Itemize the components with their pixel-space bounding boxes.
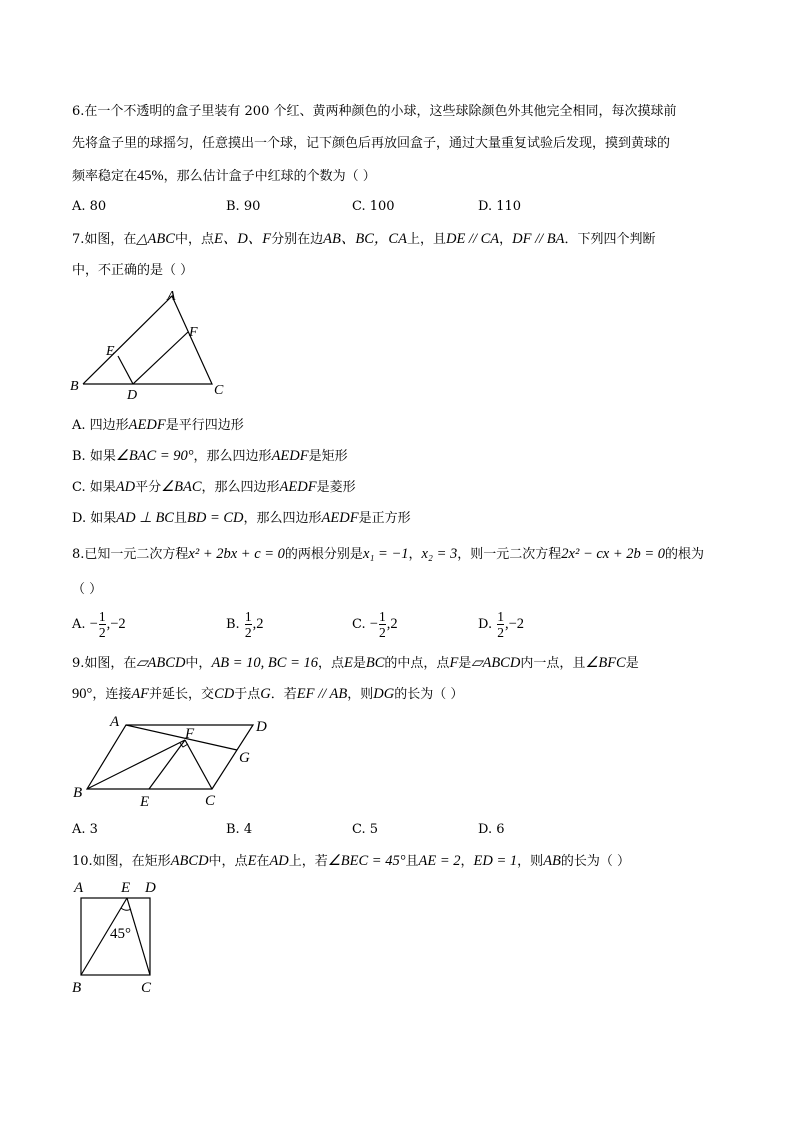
- q9-line-2: 90°，连接AF并延长，交CD于点G．若EF // AB，则DG的长为（ ）: [72, 686, 464, 702]
- q6-percent: 45%: [137, 168, 164, 184]
- q10-label-e: E: [121, 880, 131, 896]
- q9-parallelogram-figure: [70, 710, 290, 810]
- q9-option-b: B. 4: [226, 822, 253, 837]
- q9-segment-ef: [149, 740, 185, 789]
- q9-option-c: C. 5: [352, 822, 379, 837]
- q7-triangle-figure: [70, 286, 230, 402]
- q10-label-a: A: [74, 880, 84, 896]
- q8-option-c: C. − $\frac{1}{2}$ ,2: [352, 609, 398, 640]
- q6-option-c: C. 100: [352, 199, 395, 214]
- q7-option-c: C. 如果AD平分∠BAC，那么四边形AEDF是菱形: [72, 479, 356, 495]
- q6-text: ，那么估计盒子中红球的个数为（ ）: [163, 169, 376, 184]
- q9-label-e: E: [140, 794, 150, 810]
- q8-option-d: D. $\frac{1}{2}$ ,−2: [478, 609, 525, 640]
- q9-label-f: F: [185, 726, 195, 742]
- q7-label-a: A: [167, 289, 176, 304]
- q6-line-3: [72, 168, 376, 185]
- q10-angle-label: 45°: [110, 926, 131, 942]
- q10-line-1: 10.如图，在矩形ABCD中，点E在AD上，若∠BEC = 45°且AE = 2，ED = 1，则AB的长为（ ）: [72, 853, 631, 869]
- q9-label-c: C: [205, 793, 216, 809]
- q7-label-c: C: [214, 383, 224, 398]
- q9-option-d: D. 6: [478, 822, 505, 837]
- q9-label-b: B: [73, 785, 83, 801]
- q7-label-e: E: [106, 344, 115, 359]
- q9-line-1: 9.如图，在▱ABCD中，AB = 10, BC = 16，点E是BC的中点，点F是▱ABCD内一点，且∠BFC是: [72, 655, 639, 671]
- q9-label-a: A: [110, 714, 120, 730]
- q8-line-2: （ ）: [72, 582, 103, 597]
- q6-option-b: B. 90: [226, 199, 261, 214]
- q7-option-a: A. 四边形AEDF是平行四边形: [72, 417, 244, 433]
- q6-line-1: 6.在一个不透明的盒子里装有 200 个红、黄两种颜色的小球，这些球除颜色外其他完全相同，每次摸球前: [72, 104, 677, 119]
- q8-line-1: 8.已知一元二次方程x² + 2bx + c = 0的两根分别是x₁ = −1，x₂ = 3，则一元二次方程2x² − cx + 2b = 0的根为: [72, 546, 705, 562]
- q10-label-b: B: [72, 980, 82, 996]
- q9-segment-ag: [126, 725, 237, 750]
- q9-label-d: D: [256, 719, 267, 735]
- q7-segment-de: [118, 356, 133, 384]
- q7-label-b: B: [70, 379, 79, 394]
- q8-option-a: A. − $\frac{1}{2}$ ,−2: [72, 609, 126, 640]
- q7-option-d: D. 如果AD ⊥ BC且BD = CD，那么四边形AEDF是正方形: [72, 510, 411, 526]
- q7-line-1: 7.如图，在△ABC中，点E、D、F分别在边AB、BC，CA上，且DE // CA，DF // BA．下列四个判断: [72, 231, 656, 247]
- q7-line-2: 中，不正确的是（ ）: [72, 263, 194, 278]
- q9-label-g: G: [239, 750, 250, 766]
- q7-segment-df: [133, 332, 188, 384]
- q6-line-2: 先将盒子里的球摇匀，任意摸出一个球，记下颜色后再放回盒子，通过大量重复试验后发现，摸到黄球的: [72, 136, 671, 151]
- q7-label-f: F: [189, 325, 198, 340]
- q10-label-c: C: [141, 980, 152, 996]
- q7-option-b: B. 如果∠BAC = 90°，那么四边形AEDF是矩形: [72, 448, 348, 464]
- q6-text: 频率稳定在: [72, 169, 138, 184]
- q6-option-a: A. 80: [72, 199, 107, 214]
- q8-option-b: B. $\frac{1}{2}$ ,2: [226, 609, 264, 640]
- q6-option-d: D. 110: [478, 199, 522, 214]
- q9-segment-fc: [185, 740, 212, 789]
- q9-option-a: A. 3: [72, 822, 98, 837]
- q10-rectangle-figure: [70, 876, 170, 996]
- q10-label-d: D: [145, 880, 156, 896]
- q7-label-d: D: [127, 388, 138, 403]
